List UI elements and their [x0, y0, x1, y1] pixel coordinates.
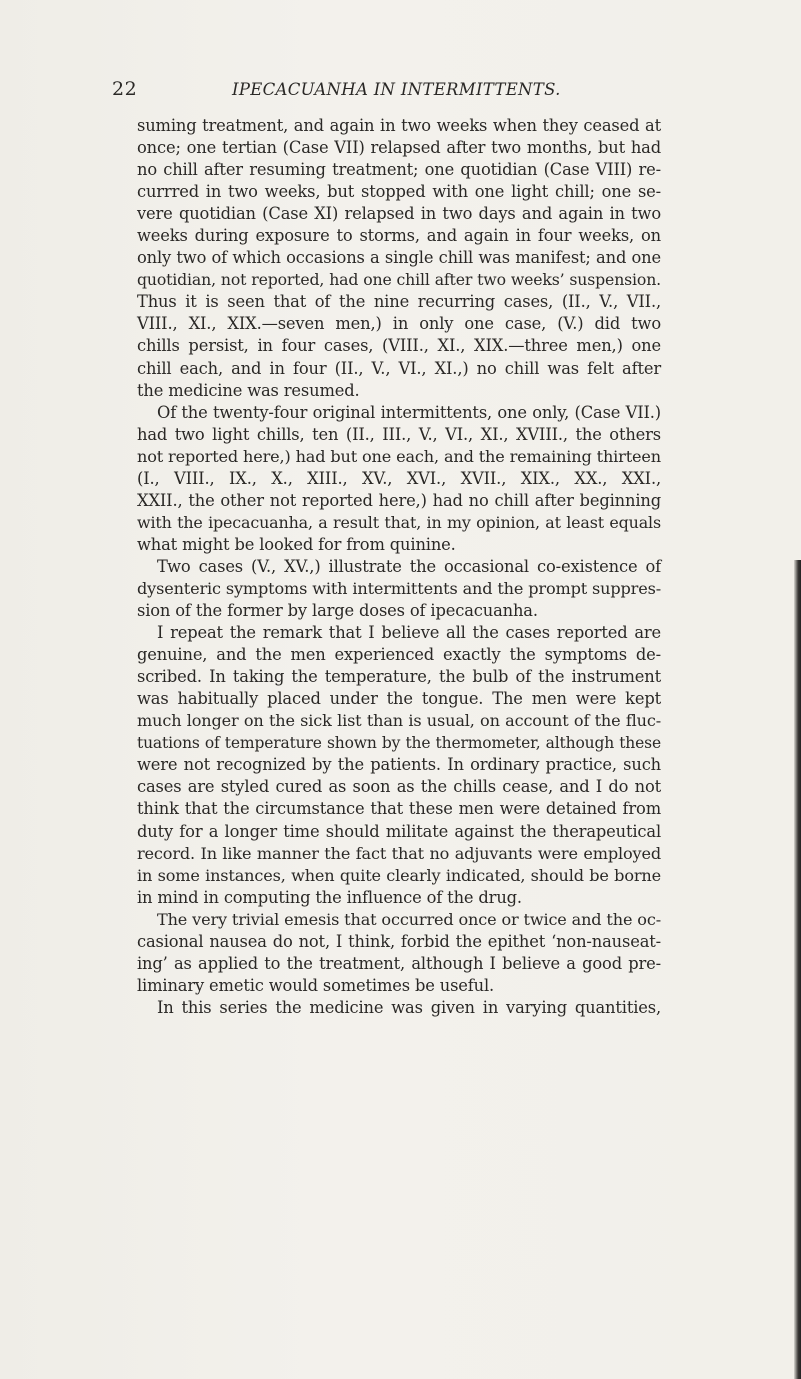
text-line: had two light chills, ten (II., III., V., VI., XI., XVIII., the others [137, 424, 661, 444]
text-line: sion of the former by large doses of ipecacuanha. [137, 601, 538, 621]
text-line: XXII., the other not reported here,) had no chill after beginning [137, 490, 661, 510]
text-line: once; one tertian (Case VII) relapsed after two months, but had [137, 138, 661, 158]
body-text [137, 115, 661, 1019]
text-line: genuine, and the men experienced exactly the symptoms de- [137, 645, 661, 665]
text-line: was habitually placed under the tongue. The men were kept [137, 689, 661, 709]
paragraph-first-line: Two cases (V., XV.,) illustrate the occasional co-existence of [157, 556, 661, 576]
text-line: in mind in computing the influence of the drug. [137, 887, 522, 907]
text-line: dysenteric symptoms with intermittents and the prompt suppres- [137, 578, 661, 598]
paragraph-first-line: I repeat the remark that I believe all the cases reported are [157, 623, 661, 643]
text-line: chill each, and in four (II., V., VI., XI.,) no chill was felt after [137, 358, 661, 378]
text-line: quotidian, not reported, had one chill after two weeks’ suspension. [137, 270, 661, 290]
text-line: what might be looked for from quinine. [137, 534, 456, 554]
text-line: VIII., XI., XIX.—seven men,) in only one case, (V.) did two [137, 314, 661, 334]
page-edge-shadow [794, 560, 801, 1379]
text-line: cases are styled cured as soon as the chills cease, and I do not [137, 777, 661, 797]
running-title: IPECACUANHA IN INTERMITTENTS. [232, 80, 561, 99]
text-line: scribed. In taking the temperature, the bulb of the instrument [137, 667, 661, 687]
paragraph-first-line: The very trivial emesis that occurred once or twice and the oc- [157, 909, 661, 929]
text-line: only two of which occasions a single chill was manifest; and one [137, 248, 661, 268]
text-line: no chill after resuming treatment; one quotidian (Case VIII) re- [137, 160, 661, 180]
text-line: suming treatment, and again in two weeks when they ceased at [137, 116, 661, 135]
text-line: casional nausea do not, I think, forbid the epithet ‘non-nauseat- [137, 931, 661, 951]
text-line: in some instances, when quite clearly indicated, should be borne [137, 865, 661, 885]
text-line: much longer on the sick list than is usual, on account of the fluc- [137, 711, 661, 731]
text-line: chills persist, in four cases, (VIII., XI., XIX.—three men,) one [137, 336, 661, 356]
text-line: think that the circumstance that these men were detained from [137, 799, 661, 819]
text-line: Thus it is seen that of the nine recurring cases, (II., V., VII., [137, 292, 661, 312]
text-line: record. In like manner the fact that no adjuvants were employed [137, 843, 661, 863]
text-line: weeks during exposure to storms, and again in four weeks, on [137, 226, 661, 246]
text-line: vere quotidian (Case XI) relapsed in two days and again in two [137, 204, 661, 224]
page-header [112, 78, 672, 102]
text-line: ing’ as applied to the treatment, although I believe a good pre- [137, 953, 661, 973]
text-line: with the ipecacuanha, a result that, in my opinion, at least equals [137, 512, 661, 532]
text-line: duty for a longer time should militate against the therapeutical [137, 821, 661, 841]
paragraph-first-line: In this series the medicine was given in varying quantities, [157, 997, 661, 1017]
text-line: liminary emetic would sometimes be useful. [137, 975, 495, 995]
text-line: were not recognized by the patients. In ordinary practice, such [137, 755, 661, 775]
text-line: currred in two weeks, but stopped with one light chill; one se- [137, 182, 661, 202]
text-line: tuations of temperature shown by the thermometer, although these [137, 734, 661, 753]
page-number: 22 [112, 78, 138, 100]
text-line: (I., VIII., IX., X., XIII., XV., XVI., XVII., XIX., XX., XXI., [137, 468, 661, 488]
text-line: the medicine was resumed. [137, 380, 360, 400]
text-line: not reported here,) had but one each, and the remaining thirteen [137, 446, 661, 466]
paragraph-first-line: Of the twenty-four original intermittents, one only, (Case VII.) [157, 402, 661, 422]
